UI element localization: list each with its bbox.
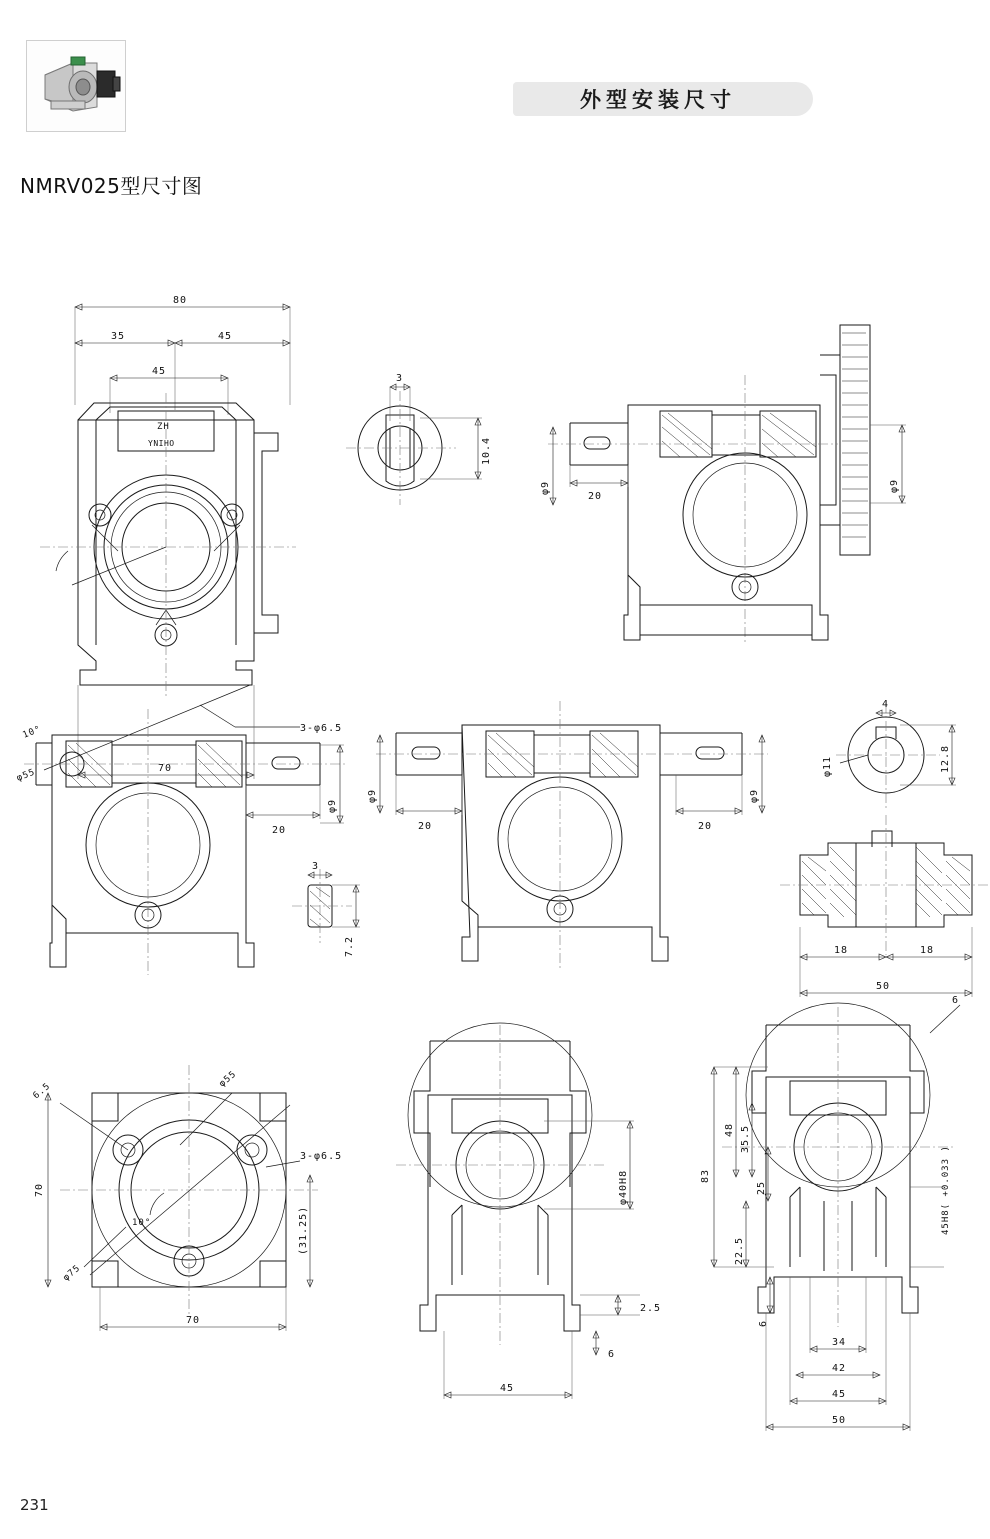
svg-text:50: 50 [832, 1415, 847, 1426]
svg-text:φ11: φ11 [822, 755, 833, 777]
svg-text:34: 34 [832, 1337, 847, 1348]
svg-text:20: 20 [698, 821, 713, 832]
svg-text:φ55: φ55 [217, 1069, 239, 1090]
svg-text:3-φ6.5: 3-φ6.5 [300, 1151, 343, 1162]
svg-text:45: 45 [832, 1389, 847, 1400]
top-section-view [540, 325, 906, 645]
page-title: NMRV025型尺寸图 [20, 174, 203, 198]
flange-face-view [32, 1065, 343, 1331]
svg-text:20: 20 [272, 825, 287, 836]
svg-text:7.2: 7.2 [344, 935, 355, 957]
svg-text:2.5: 2.5 [640, 1303, 662, 1314]
svg-text:25: 25 [756, 1180, 767, 1195]
svg-text:20: 20 [418, 821, 433, 832]
svg-text:6.5: 6.5 [31, 1081, 53, 1102]
flange-dimension-view [700, 995, 960, 1431]
svg-text:6: 6 [758, 1319, 769, 1327]
svg-text:42: 42 [832, 1363, 847, 1374]
svg-text:12.8: 12.8 [940, 744, 951, 773]
svg-text:45H8( +0.033 ): 45H8( +0.033 ) [941, 1145, 951, 1235]
svg-text:φ9: φ9 [540, 480, 551, 495]
svg-text:φ9: φ9 [367, 788, 378, 803]
svg-text:4: 4 [882, 699, 890, 710]
page-header [0, 0, 990, 150]
svg-text:φ40H8: φ40H8 [618, 1169, 629, 1205]
double-shaft-section-view [367, 701, 768, 971]
svg-text:45: 45 [218, 331, 233, 342]
svg-text:50: 50 [876, 981, 891, 992]
svg-text:18: 18 [920, 945, 935, 956]
left-section-view [24, 709, 348, 975]
svg-text:83: 83 [700, 1168, 711, 1183]
shaft-detail-view [780, 699, 990, 997]
svg-text:YNIHO: YNIHO [148, 439, 175, 448]
svg-text:ZH: ZH [157, 422, 170, 432]
flange-output-view [396, 1023, 661, 1399]
dimension-drawing [0, 215, 990, 1485]
svg-text:φ9: φ9 [749, 788, 760, 803]
svg-text:35: 35 [111, 331, 126, 342]
svg-text:(31.25): (31.25) [298, 1205, 309, 1255]
svg-text:φ55: φ55 [15, 767, 37, 784]
svg-text:3: 3 [396, 373, 404, 384]
svg-text:φ9: φ9 [889, 478, 900, 493]
svg-text:10°: 10° [132, 1218, 152, 1228]
svg-text:3: 3 [312, 861, 320, 872]
svg-text:45: 45 [152, 366, 167, 377]
svg-text:6: 6 [952, 995, 960, 1006]
svg-text:35.5: 35.5 [740, 1124, 751, 1153]
svg-text:10°: 10° [21, 724, 43, 741]
svg-text:70: 70 [34, 1182, 45, 1197]
svg-text:φ75: φ75 [61, 1263, 83, 1284]
svg-text:48: 48 [724, 1122, 735, 1137]
front-view [15, 295, 342, 784]
svg-text:45: 45 [500, 1383, 515, 1394]
svg-text:18: 18 [834, 945, 849, 956]
svg-text:6: 6 [608, 1349, 616, 1360]
svg-text:70: 70 [158, 763, 173, 774]
svg-text:22.5: 22.5 [734, 1236, 745, 1265]
svg-text:10.4: 10.4 [481, 436, 492, 465]
section-banner-text: 外型安装尺寸 [580, 88, 736, 112]
keyway-section-a [346, 373, 492, 505]
svg-text:3-φ6.5: 3-φ6.5 [300, 723, 343, 734]
svg-text:80: 80 [173, 295, 188, 306]
svg-text:20: 20 [588, 491, 603, 502]
page-number: 231 [20, 1496, 49, 1514]
svg-text:φ9: φ9 [327, 798, 338, 813]
svg-text:70: 70 [186, 1315, 201, 1326]
product-photo [26, 40, 126, 132]
keyway-section-b [292, 861, 360, 957]
